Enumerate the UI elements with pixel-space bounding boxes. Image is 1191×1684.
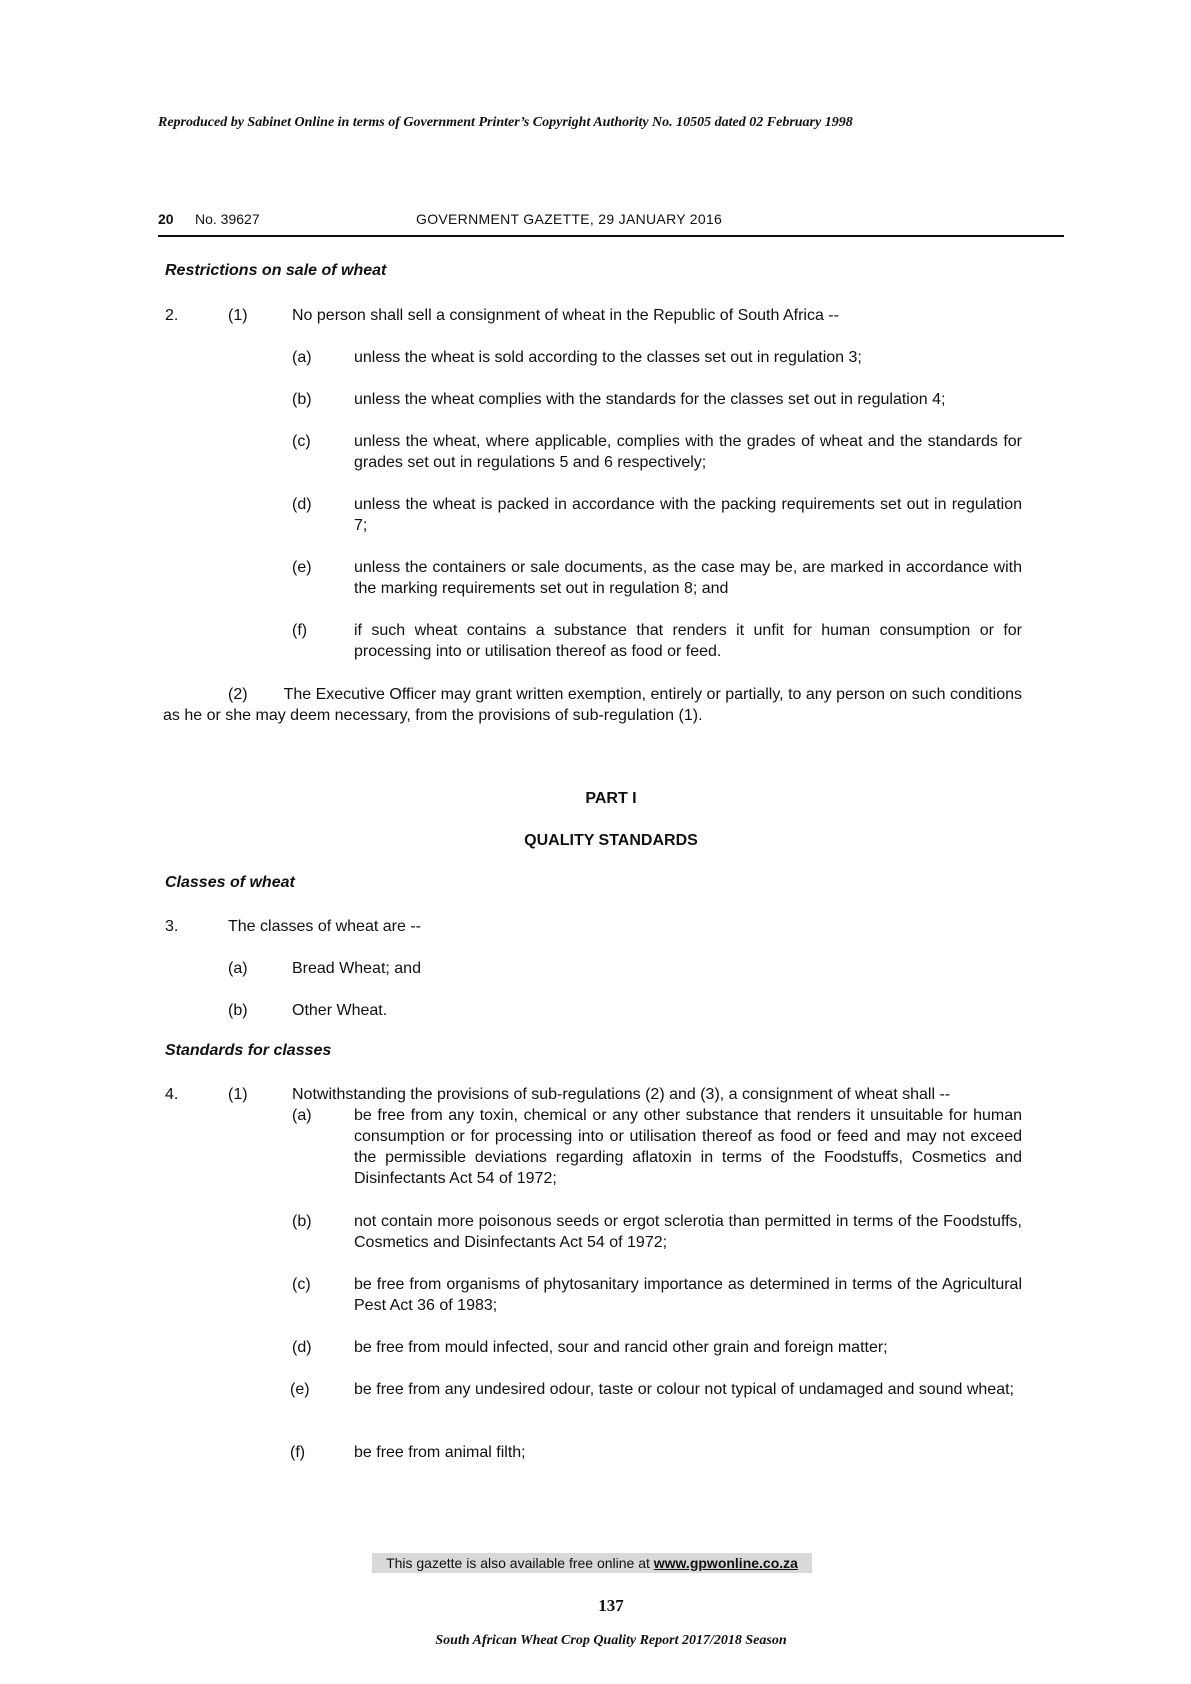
footer-report-title: South African Wheat Crop Quality Report 2017/2018 Season [435,1633,787,1648]
sub-regulation-text: No person shall sell a consignment of wheat in the Republic of South Africa -- [292,307,839,324]
heading-restrictions: Restrictions on sale of wheat [165,262,387,279]
reg-number-2: 2. [165,307,179,324]
footer-availability-text: This gazette is also available free online at [386,1555,654,1571]
item-label: (d) [292,1339,312,1356]
footer-link[interactable]: www.gpwonline.co.za [653,1555,798,1571]
item-text: not contain more poisonous seeds or ergot sclerotia than permitted in terms of the Foodstuffs, Cosmetics and Disinfectants Act 54 of 1972; [354,1213,1022,1251]
item-label: (b) [292,391,312,408]
item-label: (e) [292,559,312,576]
footer-availability-banner [372,1553,812,1573]
item-label: (a) [292,349,312,366]
heading-standards: Standards for classes [165,1042,332,1059]
sub-regulation-label: (1) [228,307,248,324]
sub-regulation-text: Notwithstanding the provisions of sub-regulations (2) and (3), a consignment of wheat shall -- [292,1086,951,1103]
sub-regulation-2-paragraph [163,684,1022,726]
heading-classes: Classes of wheat [165,874,295,891]
item-label: (d) [292,496,312,513]
item-label: (f) [290,1444,306,1461]
class-text: Other Wheat. [292,1002,388,1019]
item-text: unless the wheat, where applicable, complies with the grades of wheat and the standards for grades set out in regulations 5 and 6 respectively; [354,433,1022,471]
sub-regulation-label: (1) [228,1086,248,1103]
part-title: PART I [585,790,637,807]
header-gazette-number: No. 39627 [195,211,260,227]
item-text: unless the wheat complies with the standards for the classes set out in regulation 4; [354,391,946,408]
part-subtitle: QUALITY STANDARDS [524,832,698,849]
footer-page-number: 137 [598,1596,624,1615]
item-text: be free from animal filth; [354,1444,526,1461]
reg-number-3: 3. [165,918,179,935]
reproduction-notice: Reproduced by Sabinet Online in terms of Government Printer’s Copyright Authority No. 10505 dated 02 February 1998 [158,115,853,130]
sub-regulation-2-label: (2) [228,686,248,703]
item-label: (c) [292,433,311,450]
sub-regulation-2-text: The Executive Officer may grant written exemption, entirely or partially, to any person on such conditions as he or she may deem necessary, from the provisions of sub-regulation (1). [163,686,1022,724]
item-text: unless the wheat is packed in accordance with the packing requirements set out in regulation 7; [354,496,1022,534]
item-label: (c) [292,1276,311,1293]
class-label: (b) [228,1002,248,1019]
class-label: (a) [228,960,248,977]
classes-intro: The classes of wheat are -- [228,918,421,935]
item-label: (f) [292,622,308,639]
item-text: be free from any toxin, chemical or any other substance that renders it unsuitable for human consumption or for processing into or utilisation thereof as food or feed and may not exceed the permissible deviations regarding aflatoxin in terms of the Foodstuffs, Cosmetics and Disinfectants Act 54 of 1972; [354,1107,1022,1187]
item-label: (a) [292,1107,312,1124]
item-label: (e) [290,1381,310,1398]
item-label: (b) [292,1213,312,1230]
item-text: be free from mould infected, sour and rancid other grain and foreign matter; [354,1339,888,1356]
reg-number-4: 4. [165,1086,179,1103]
item-text: unless the containers or sale documents, as the case may be, are marked in accordance with the marking requirements set out in regulation 8; and [354,559,1022,597]
item-text: be free from organisms of phytosanitary importance as determined in terms of the Agricultural Pest Act 36 of 1983; [354,1276,1022,1314]
header-gazette-title: GOVERNMENT GAZETTE, 29 JANUARY 2016 [416,211,723,227]
header-divider [158,235,1064,237]
item-text: unless the wheat is sold according to the classes set out in regulation 3; [354,349,862,366]
header-page-number: 20 [158,211,174,227]
item-text: be free from any undesired odour, taste or colour not typical of undamaged and sound wheat; [354,1381,1014,1398]
class-text: Bread Wheat; and [292,960,421,977]
item-text: if such wheat contains a substance that renders it unfit for human consumption or for processing into or utilisation thereof as food or feed. [354,622,1022,660]
